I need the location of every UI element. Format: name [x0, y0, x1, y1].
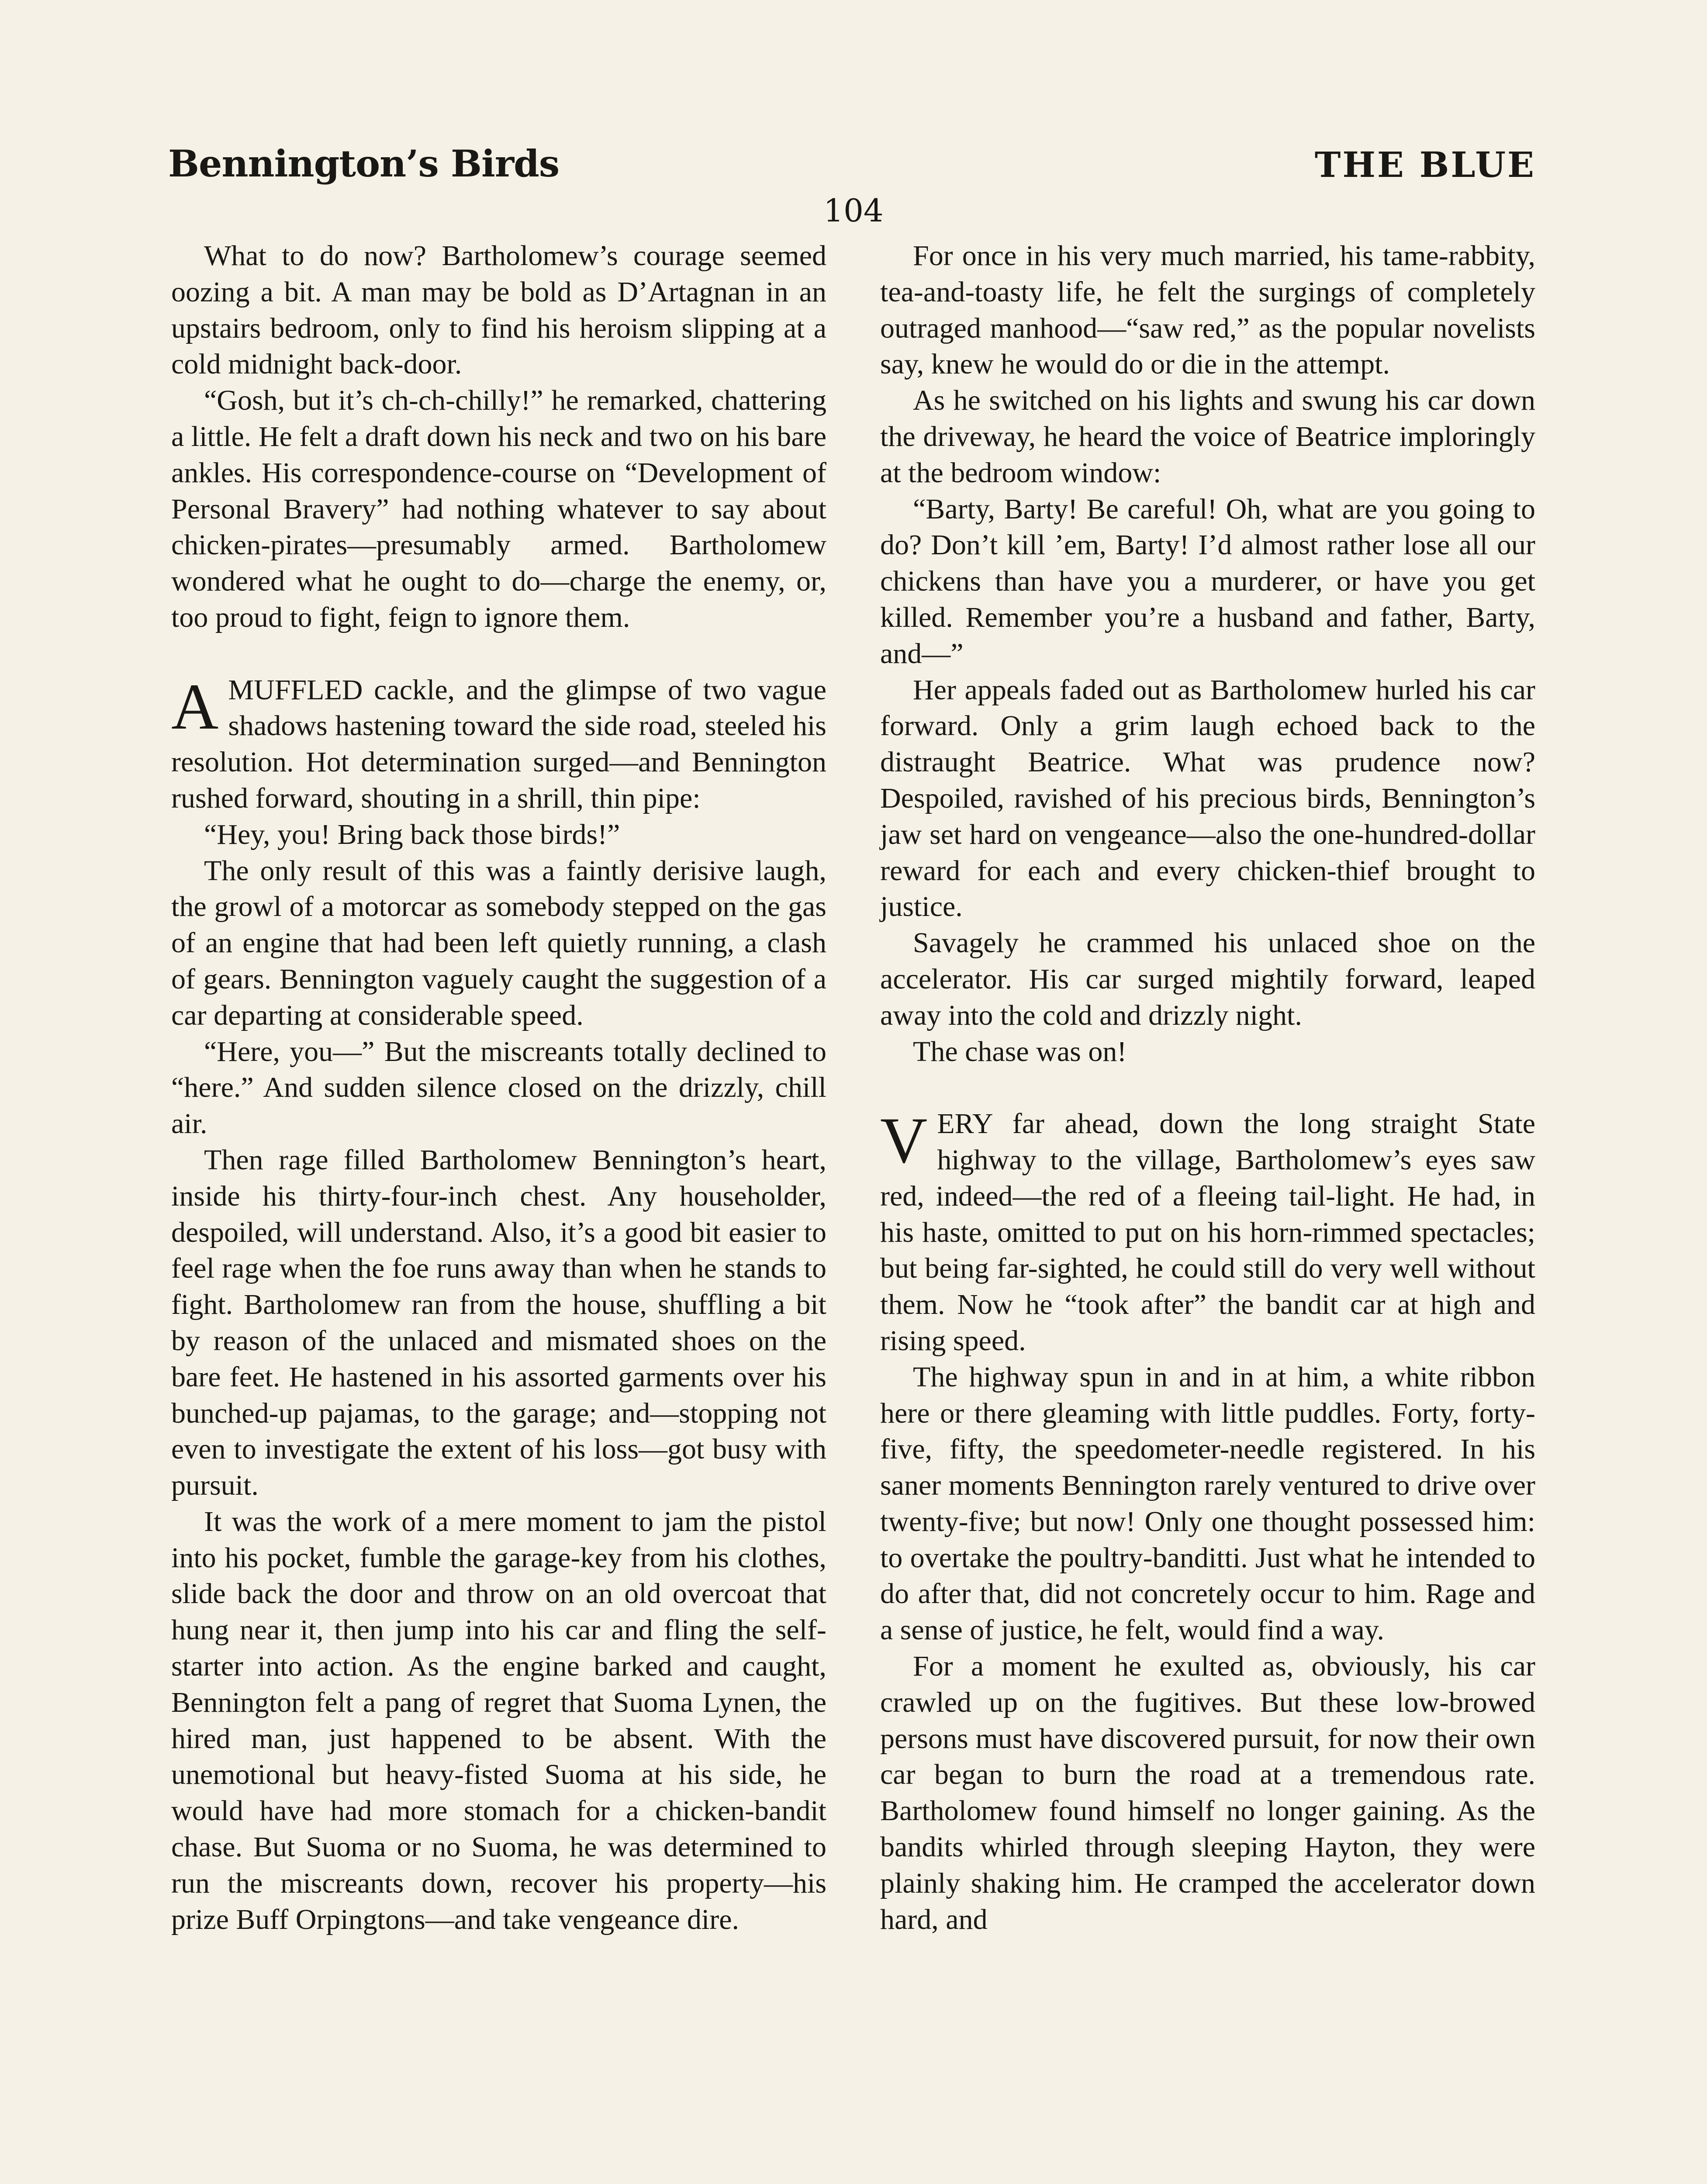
paragraph: The highway spun in and in at him, a white ribbon here or there gleaming with little puddles. Forty, forty-five, fifty, the speedometer-needle registered. In his saner moments Bennington rarely ventured to drive over twenty-five; but now! Only one thought possessed him: to overtake the poultry-banditti. Just what he intended to do after that, did not concretely occur to him. Rage and a sense of justice, he felt, would find a way. — [880, 1361, 1535, 1646]
paragraph: Her appeals faded out as Bartholomew hurled his car forward. Only a grim laugh echoed back to the distraught Beatrice. What was prudence now? Despoiled, ravished of his precious birds, Bennington’s jaw set hard on vengeance—also the one-hundred-dollar reward for each and every chicken-thief brought to justice. — [880, 674, 1535, 923]
paragraph: Savagely he crammed his unlaced shoe on the accelerator. His car surged mightily forward, leaped away into the cold and drizzly night. — [880, 927, 1535, 1031]
paragraph: “Barty, Barty! Be careful! Oh, what are you going to do? Don’t kill ’em, Barty! I’d almost rather lose all our chickens than have you a murderer, or have you get killed. Remember you’re a husband and father, Barty, and—” — [880, 493, 1535, 670]
drop-cap: A — [171, 670, 219, 743]
section-paragraph — [171, 672, 826, 817]
paragraph-text: MUFFLED cackle, and the glimpse of two vague shadows hastening toward the side road, steeled his resolution. Hot determination surged—and Bennington rushed forward, shouting in a shrill, thin pipe: — [171, 674, 826, 814]
paragraph: Then rage filled Bartholomew Bennington’s heart, inside his thirty-four-inch chest. Any householder, despoiled, will understand. Also, it’s a good bit easier to feel rage when the foe runs away than when he stands to fight. Bartholomew ran from the house, shuffling a bit by reason of the unlaced and mismated shoes on the bare feet. He hastened in his assorted garments over his bunched-up pajamas, to the garage; and—stopping not even to investigate the extent of his loss—got busy with pursuit. — [171, 1144, 826, 1502]
paragraph: “Gosh, but it’s ch-ch-chilly!” he remarked, chattering a little. He felt a draft down his neck and two on his bare ankles. His correspondence-course on “Development of Personal Bravery” had nothing whatever to say about chicken-pirates—presumably armed. Bartholomew wondered what he ought to do—charge the enemy, or, too proud to fight, feign to ignore them. — [171, 384, 826, 633]
story-title: Bennington’s Birds — [168, 142, 560, 185]
paragraph-text: ERY far ahead, down the long straight State highway to the village, Bartholomew’s eyes saw red, indeed—the red of a fleeing tail-light. He had, in his haste, omitted to put on his horn-rimmed spectacles; but being far-sighted, he could still do very well without them. Now he “took after” the bandit car at high and rising speed. — [880, 1108, 1535, 1357]
section-paragraph — [880, 1106, 1535, 1359]
drop-cap: V — [880, 1104, 928, 1177]
paragraph: It was the work of a mere moment to jam the pistol into his pocket, fumble the garage-key from his clothes, slide back the door and throw on an old overcoat that hung near it, then jump into his car and fling the self-starter into action. As the engine barked and caught, Bennington felt a pang of regret that Suoma Lynen, the hired man, just happened to be absent. With the unemotional but heavy-fisted Suoma at his side, he would have had more stomach for a chicken-bandit chase. But Suoma or no Suoma, he was determined to run the miscreants down, recover his property—his prize Buff Orpingtons—and take vengeance dire. — [171, 1505, 826, 1935]
page-number: 104 — [823, 192, 884, 229]
paragraph: What to do now? Bartholomew’s courage seemed oozing a bit. A man may be bold as D’Artagnan in an upstairs bedroom, only to find his heroism slipping at a cold midnight back-door. — [171, 240, 826, 380]
paragraph: “Hey, you! Bring back those birds!” — [204, 818, 620, 850]
paragraph: For a moment he exulted as, obviously, his car crawled up on the fugitives. But these low-browed persons must have discovered pursuit, for now their own car began to burn the road at a tremendous rate. Bartholomew found himself no longer gaining. As the bandits whirled through sleeping Hayton, they were plainly shaking him. He cramped the accelerator down hard, and — [880, 1650, 1535, 1935]
paragraph: “Here, you—” But the miscreants totally declined to “here.” And sudden silence closed on the drizzly, chill air. — [171, 1035, 826, 1140]
paragraph: The only result of this was a faintly derisive laugh, the growl of a motorcar as somebody stepped on the gas of an engine that had been left quietly running, a clash of gears. Bennington vaguely caught the suggestion of a car departing at considerable speed. — [171, 854, 826, 1031]
magazine-title: THE BLUE — [1314, 144, 1536, 185]
paragraph: As he switched on his lights and swung his car down the driveway, he heard the voice of Beatrice imploringly at the bedroom window: — [880, 384, 1535, 489]
text-column-right — [880, 238, 1535, 1938]
paragraph: The chase was on! — [913, 1035, 1127, 1068]
text-column-left — [171, 238, 826, 1938]
paragraph: For once in his very much married, his tame-rabbity, tea-and-toasty life, he felt the surgings of completely outraged manhood—“saw red,” as the popular novelists say, knew he would do or die in the attempt. — [880, 240, 1535, 380]
